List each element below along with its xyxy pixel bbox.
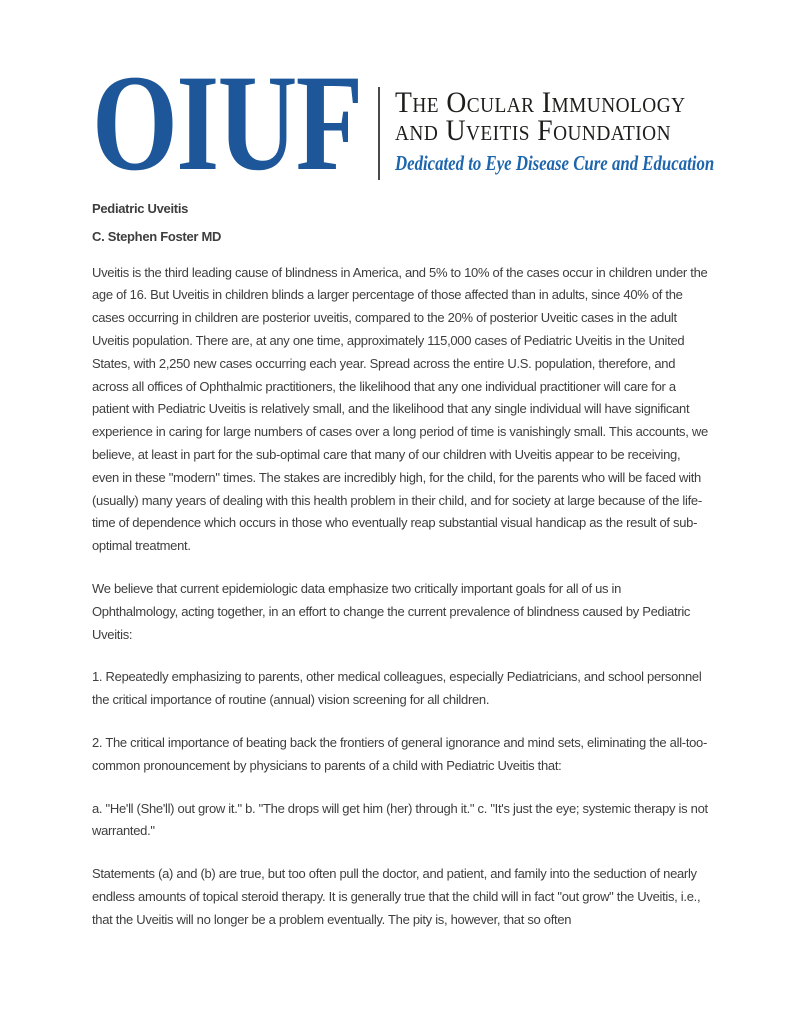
foundation-name-line2: and Uveitis Foundation xyxy=(395,114,671,147)
foundation-name-line1: The Ocular Immunology xyxy=(395,86,686,119)
foundation-name-block xyxy=(380,84,791,182)
logo-acronym-box xyxy=(92,46,378,199)
paragraph-goal-1: 1. Repeatedly emphasizing to parents, other medical colleagues, especially Pediatricians, and school personnel the critical importance of routine (annual) vision screening for all children. xyxy=(92,669,702,708)
page xyxy=(92,46,715,932)
foundation-tagline: Dedicated to Eye Disease Cure and Education xyxy=(395,151,715,175)
document-title: Pediatric Uveitis xyxy=(92,201,189,216)
document-body xyxy=(92,198,710,932)
paragraph-epidemiology: Uveitis is the third leading cause of blindness in America, and 5% to 10% of the cases occur in children under the age of 16. But Uveitis in children blinds a larger percentage of those affected than in adults, since 40% of the cases occurring in children are posterior uveitis, compared to the 20% of posterior Uveitic cases in the adult Uveitis population. There are, at any one time, approximately 115,000 cases of Pediatric Uveitis in the United States, with 2,250 new cases occurring each year. Spread across the entire U.S. population, therefore, and across all offices of Ophthalmic practitioners, the likelihood that any one individual practitioner will care for a patient with Pediatric Uveitis is relatively small, and the likelihood that any single individual will have significant experience in caring for large numbers of cases over a long period of time is vanishingly small. This accounts, we believe, at least in part for the sub-optimal care that many of our children with Uveitis appear to be receiving, even in these "modern" times. The stakes are incredibly high, for the child, for the parents who will be faced with (usually) many years of dealing with this health problem in their child, and for society at large because of the life-time of dependence which occurs in those who eventually reap substantial visual handicap as the result of sub-optimal treatment. xyxy=(92,264,708,554)
paragraph-goal-2: 2. The critical importance of beating back the frontiers of general ignorance and mind sets, eliminating the all-too-common pronouncement by physicians to parents of a child with Pediatric Uveitis that: xyxy=(92,734,708,773)
oiuf-logo xyxy=(92,46,715,199)
paragraph-pronouncements: a. "He'll (She'll) out grow it." b. "The drops will get him (her) through it." c. "It's just the eye; systemic therapy is not warranted." xyxy=(92,800,708,839)
document-author: C. Stephen Foster MD xyxy=(92,228,222,244)
paragraph-goals-intro: We believe that current epidemiologic data emphasize two critically important goals for all of us in Ophthalmology, acting together, in an effort to change the current prevalence of blindness caused by Pediatric Uveitis: xyxy=(92,580,691,642)
paragraph-statements: Statements (a) and (b) are true, but too often pull the doctor, and patient, and family into the seduction of nearly endless amounts of topical steroid therapy. It is generally true that the child will in fact "out grow" the Uveitis, i.e., that the Uveitis will no longer be a problem eventually. The pity is, however, that so often xyxy=(92,866,701,927)
logo-acronym: OIUF xyxy=(92,46,362,199)
